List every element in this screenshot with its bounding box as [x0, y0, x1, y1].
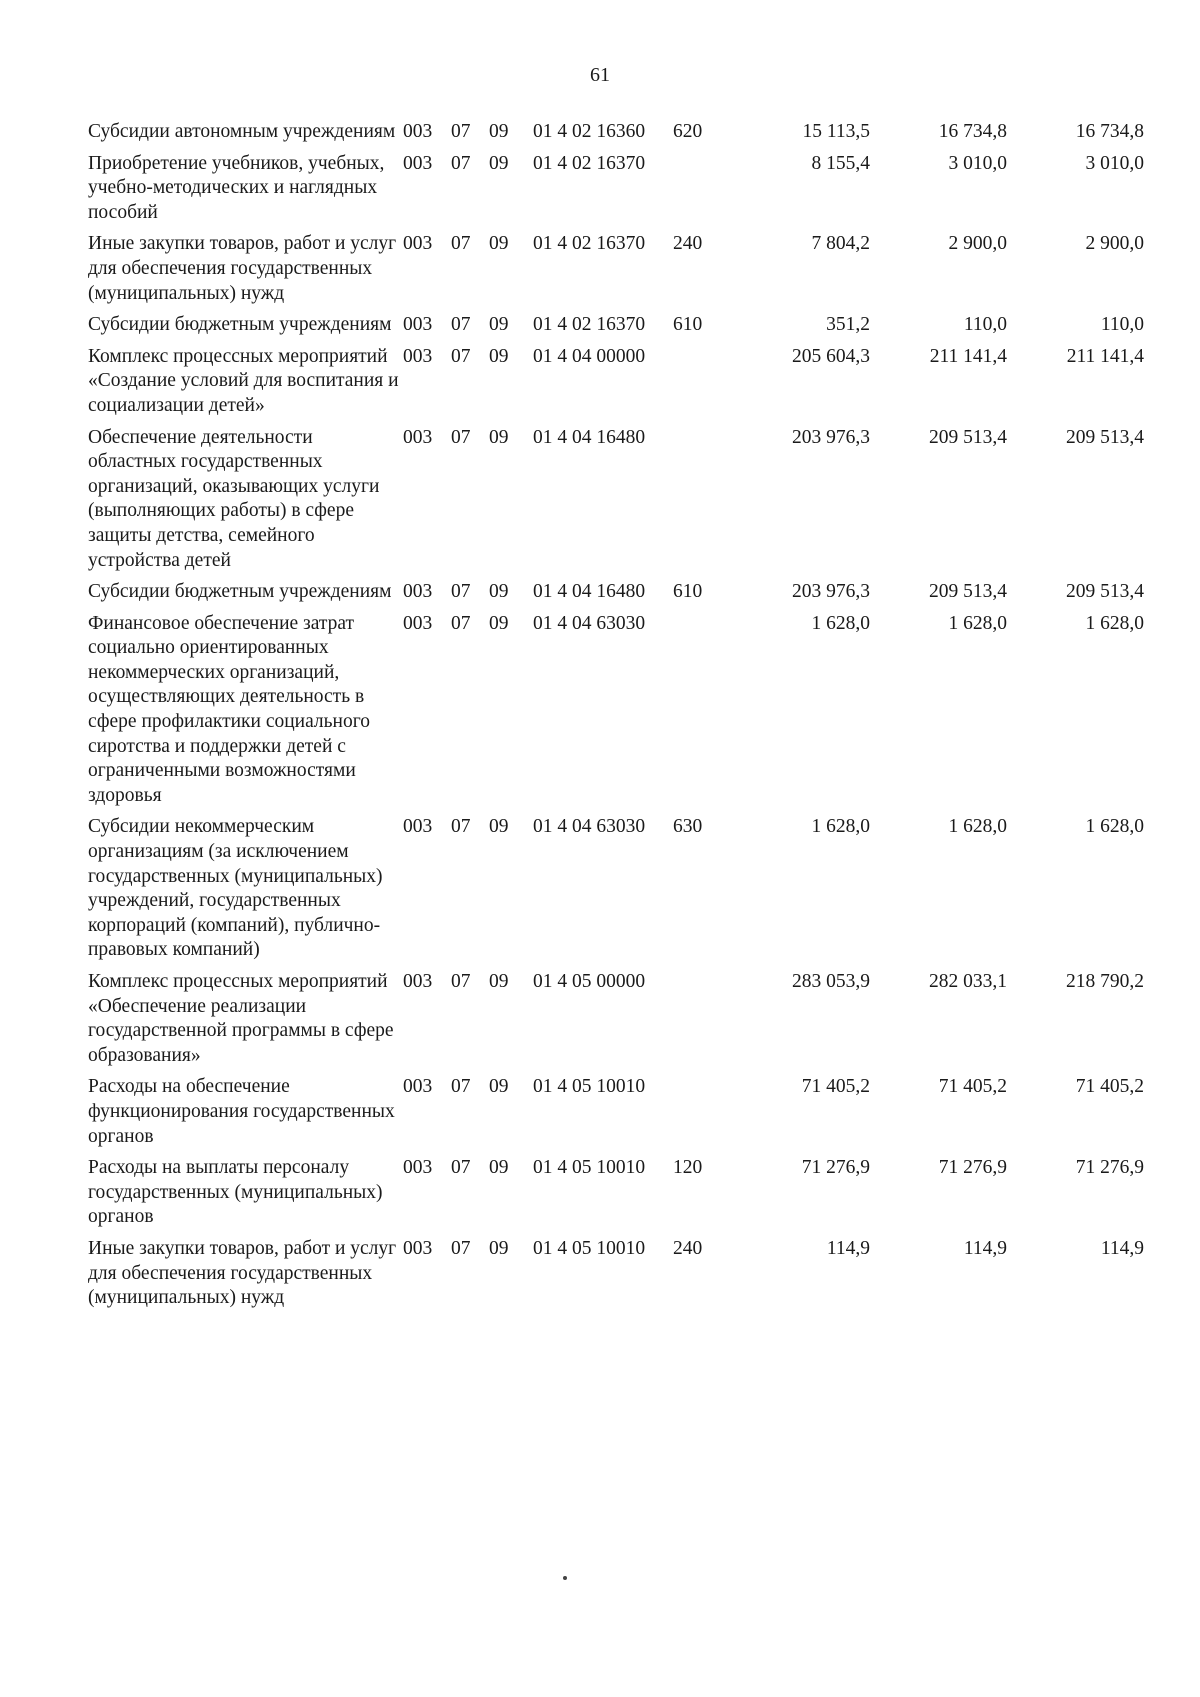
amount-year-2: 209 513,4 [929, 581, 1007, 603]
section-code: 07 [451, 233, 471, 255]
expense-type-code: 120 [673, 1157, 703, 1179]
table-row [88, 580, 1168, 605]
amount-year-2: 114,9 [963, 1237, 1007, 1259]
ministry-code: 003 [403, 121, 433, 142]
table-row [88, 815, 1168, 963]
row-name: Субсидии автономным учреждениям [88, 121, 396, 142]
ministry-code: 003 [403, 612, 433, 634]
target-article-code: 01 4 02 16370 [533, 314, 646, 336]
subsection-code: 09 [489, 426, 509, 448]
row-name: Субсидии бюджетным учреждениям [88, 314, 392, 336]
row-name: Расходы на выплаты персоналу государственных (муниципальных) органов [88, 1157, 383, 1228]
amount-year-3: 71 276,9 [1075, 1157, 1144, 1179]
section-code: 07 [451, 345, 471, 367]
amount-year-3: 218 790,2 [1066, 971, 1144, 992]
amount-year-3: 110,0 [1100, 314, 1144, 336]
amount-year-2: 209 513,4 [929, 426, 1007, 448]
subsection-code: 09 [489, 1237, 509, 1259]
row-name: Иные закупки товаров, работ и услуг для обеспечения государственных (муниципальных) нужд [88, 233, 397, 304]
table-row [88, 1075, 1168, 1149]
subsection-code: 09 [489, 816, 509, 838]
amount-year-1: 1 628,0 [811, 816, 870, 838]
amount-year-2: 1 628,0 [948, 816, 1007, 838]
table-row [88, 345, 1168, 419]
ministry-code: 003 [403, 314, 433, 336]
row-name: Комплекс процессных мероприятий «Создание условий для воспитания и социализации детей» [88, 345, 399, 416]
ministry-code: 003 [403, 426, 433, 448]
section-code: 07 [451, 971, 471, 992]
table-row [88, 232, 1168, 306]
amount-year-1: 205 604,3 [792, 345, 870, 367]
ministry-code: 003 [403, 1157, 433, 1179]
amount-year-2: 3 010,0 [948, 152, 1007, 174]
amount-year-3: 209 513,4 [1066, 581, 1144, 603]
subsection-code: 09 [489, 152, 509, 174]
section-code: 07 [451, 121, 471, 142]
amount-year-1: 15 113,5 [802, 121, 870, 142]
table-row [88, 313, 1168, 338]
table-row [88, 970, 1168, 1068]
table-row [88, 120, 1168, 145]
ministry-code: 003 [403, 816, 433, 838]
amount-year-3: 3 010,0 [1085, 152, 1144, 174]
target-article-code: 01 4 04 00000 [533, 345, 646, 367]
amount-year-3: 1 628,0 [1085, 816, 1144, 838]
section-code: 07 [451, 314, 471, 336]
subsection-code: 09 [489, 121, 509, 142]
section-code: 07 [451, 1237, 471, 1259]
section-code: 07 [451, 581, 471, 603]
subsection-code: 09 [489, 612, 509, 634]
row-name: Финансовое обеспечение затрат социально ориентированных некоммерческих организаций, осуществляющих деятельность в сфере профилактики социального сиротства и поддержки детей с ограниченными возможностями здоровья [88, 612, 370, 806]
amount-year-2: 16 734,8 [938, 121, 1007, 142]
target-article-code: 01 4 04 63030 [533, 816, 646, 838]
page-number: 61 [590, 64, 610, 86]
ministry-code: 003 [403, 1076, 433, 1098]
row-name: Приобретение учебников, учебных, учебно-методических и наглядных пособий [88, 152, 385, 223]
budget-table [88, 120, 1168, 1318]
target-article-code: 01 4 04 63030 [533, 612, 646, 634]
subsection-code: 09 [489, 1157, 509, 1179]
table-row [88, 612, 1168, 809]
target-article-code: 01 4 04 16480 [533, 581, 646, 603]
target-article-code: 01 4 05 10010 [533, 1157, 646, 1179]
amount-year-3: 16 734,8 [1075, 121, 1144, 142]
amount-year-1: 8 155,4 [811, 152, 870, 174]
section-code: 07 [451, 426, 471, 448]
expense-type-code: 610 [673, 314, 703, 336]
ministry-code: 003 [403, 233, 433, 255]
section-code: 07 [451, 612, 471, 634]
amount-year-3: 211 141,4 [1066, 345, 1144, 367]
section-code: 07 [451, 1157, 471, 1179]
amount-year-1: 7 804,2 [811, 233, 870, 255]
amount-year-1: 203 976,3 [792, 426, 870, 448]
amount-year-2: 211 141,4 [929, 345, 1007, 367]
target-article-code: 01 4 04 16480 [533, 426, 646, 448]
amount-year-3: 1 628,0 [1085, 612, 1144, 634]
section-code: 07 [451, 816, 471, 838]
expense-type-code: 620 [673, 121, 703, 142]
subsection-code: 09 [489, 233, 509, 255]
ministry-code: 003 [403, 345, 433, 367]
amount-year-1: 1 628,0 [811, 612, 870, 634]
amount-year-1: 283 053,9 [792, 971, 870, 992]
expense-type-code: 240 [673, 233, 703, 255]
row-name: Обеспечение деятельности областных государственных организаций, оказывающих услуги (выполняющих работы) в сфере защиты детства, семейного устройства детей [88, 426, 380, 571]
section-code: 07 [451, 152, 471, 174]
amount-year-3: 114,9 [1100, 1237, 1144, 1259]
row-name: Субсидии бюджетным учреждениям [88, 581, 392, 603]
subsection-code: 09 [489, 581, 509, 603]
subsection-code: 09 [489, 314, 509, 336]
expense-type-code: 240 [673, 1237, 703, 1259]
ministry-code: 003 [403, 152, 433, 174]
amount-year-1: 114,9 [826, 1237, 870, 1259]
table-row [88, 152, 1168, 226]
amount-year-3: 2 900,0 [1085, 233, 1144, 255]
row-name: Расходы на обеспечение функционирования государственных органов [88, 1076, 395, 1147]
section-code: 07 [451, 1076, 471, 1098]
subsection-code: 09 [489, 1076, 509, 1098]
expense-type-code: 610 [673, 581, 703, 603]
ministry-code: 003 [403, 581, 433, 603]
row-name: Иные закупки товаров, работ и услуг для обеспечения государственных (муниципальных) нужд [88, 1237, 397, 1309]
target-article-code: 01 4 05 10010 [533, 1237, 646, 1259]
amount-year-1: 71 405,2 [801, 1076, 870, 1098]
expense-type-code: 630 [673, 816, 703, 838]
target-article-code: 01 4 02 16370 [533, 233, 646, 255]
table-row [88, 1237, 1168, 1311]
amount-year-1: 71 276,9 [801, 1157, 870, 1179]
table-row [88, 1156, 1168, 1230]
table-row [88, 426, 1168, 574]
row-name: Комплекс процессных мероприятий «Обеспечение реализации государственной программы в сфере образования» [88, 971, 394, 1066]
ministry-code: 003 [403, 1237, 433, 1259]
amount-year-2: 2 900,0 [948, 233, 1007, 255]
subsection-code: 09 [489, 971, 509, 992]
ministry-code: 003 [403, 971, 433, 992]
amount-year-2: 1 628,0 [948, 612, 1007, 634]
target-article-code: 01 4 05 10010 [533, 1076, 646, 1098]
subsection-code: 09 [489, 345, 509, 367]
target-article-code: 01 4 02 16360 [533, 121, 646, 142]
target-article-code: 01 4 05 00000 [533, 971, 646, 992]
amount-year-3: 71 405,2 [1075, 1076, 1144, 1098]
amount-year-2: 71 276,9 [938, 1157, 1007, 1179]
amount-year-1: 351,2 [826, 314, 870, 336]
amount-year-2: 71 405,2 [938, 1076, 1007, 1098]
amount-year-1: 203 976,3 [792, 581, 870, 603]
row-name: Субсидии некоммерческим организациям (за исключением государственных (муниципальных) учреждений, государственных корпораций (компаний), публично-правовых компаний) [88, 816, 383, 961]
scan-dot [563, 1576, 567, 1580]
target-article-code: 01 4 02 16370 [533, 152, 646, 174]
amount-year-2: 282 033,1 [929, 971, 1007, 992]
amount-year-2: 110,0 [963, 314, 1007, 336]
amount-year-3: 209 513,4 [1066, 426, 1144, 448]
